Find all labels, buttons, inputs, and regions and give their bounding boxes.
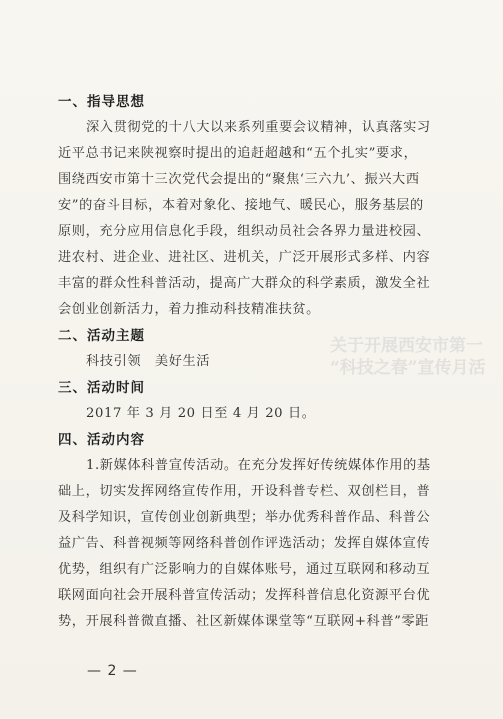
section-heading: 三、活动时间 — [58, 380, 145, 396]
show-through-line: 关于开展西安市第一 — [330, 336, 483, 356]
paragraph-line: 进农村、进企业、进社区、进机关，广泛开展形式多样、内容 — [58, 250, 431, 265]
paragraph-line: 2017 年 3 月 20 日至 4 月 20 日。 — [86, 406, 316, 421]
paragraph-line: 近平总书记来陕视察时提出的追赶超越和“五个扎实”要求， — [58, 146, 418, 161]
paragraph-line: 势，开展科普微直播、社区新媒体课堂等“互联网+科普”零距 — [58, 614, 430, 629]
page-number: — 2 — — [87, 663, 138, 679]
section-heading: 四、活动内容 — [58, 432, 145, 448]
paragraph-line: 原则，充分应用信息化手段，组织动员社会各界力量进校园、 — [58, 224, 431, 239]
paragraph-line: 围绕西安市第十三次党代会提出的“聚焦‘三六九’、振兴大西 — [58, 172, 420, 187]
paragraph-line: 联网面向社会开展科普宣传活动；发挥科普信息化资源平台优 — [58, 588, 431, 603]
section-heading: 二、活动主题 — [58, 328, 145, 344]
show-through-line: “科技之春”宣传月活 — [330, 358, 486, 378]
section-heading: 一、指导思想 — [58, 94, 145, 110]
paragraph-line: 益广告、科普视频等网络科普创作评选活动；发挥自媒体宣传 — [58, 536, 431, 551]
paragraph-line: 础上，切实发挥网络宣传作用，开设科普专栏、双创栏目，普 — [58, 484, 431, 499]
reverse-side-show-through — [330, 335, 486, 379]
paragraph-line: 及科学知识，宣传创业创新典型；举办优秀科普作品、科普公 — [58, 510, 431, 525]
paragraph-line: 安”的奋斗目标，本着对象化、接地气、暖民心，服务基层的 — [58, 198, 424, 213]
paragraph-line: 深入贯彻党的十八大以来系列重要会议精神，认真落实习 — [86, 120, 431, 135]
paragraph-line: 科技引领 美好生活 — [86, 354, 211, 369]
paragraph-line: 丰富的群众性科普活动，提高广大群众的科学素质，激发全社 — [58, 276, 431, 291]
paragraph-line: 会创业创新活力，着力推动科技精准扶贫。 — [58, 302, 320, 317]
paragraph-line: 优势，组织有广泛影响力的自媒体账号，通过互联网和移动互 — [58, 562, 431, 577]
paragraph-line: 1.新媒体科普宣传活动。在充分发挥好传统媒体作用的基 — [86, 458, 431, 473]
